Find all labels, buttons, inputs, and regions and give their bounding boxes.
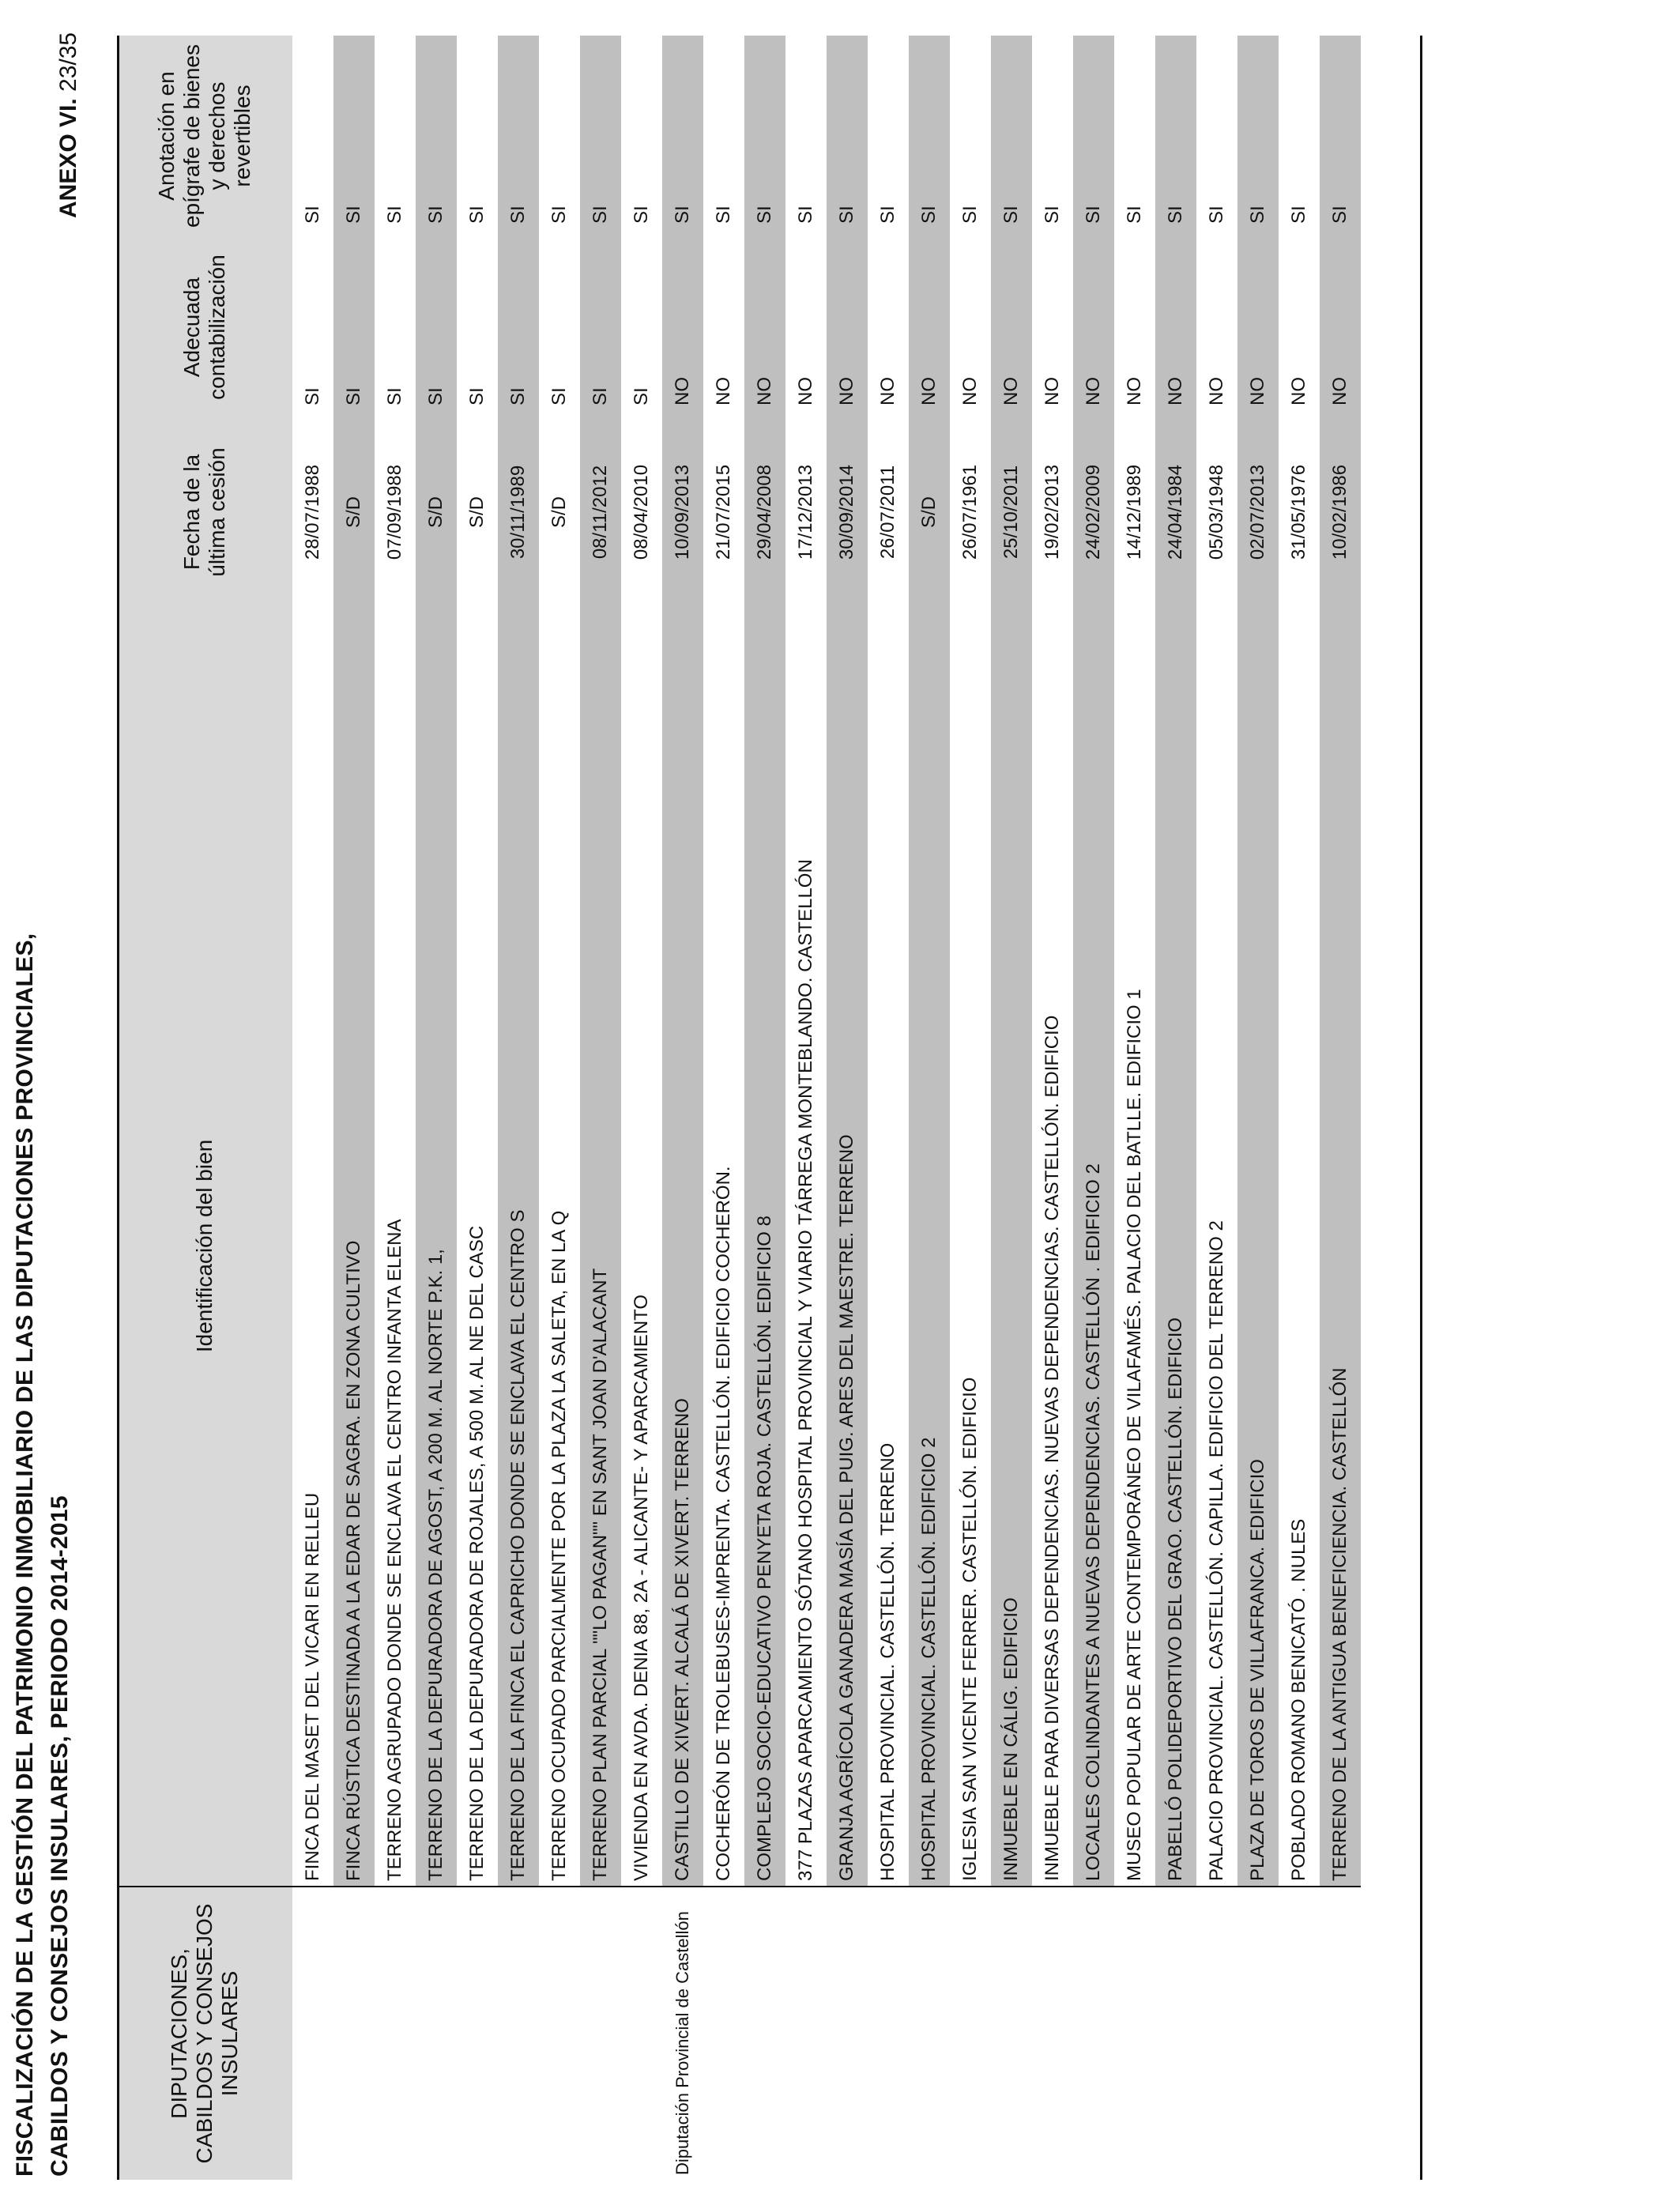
cell-entity xyxy=(827,1887,868,2180)
cell-description: POBLADO ROMANO BENICATÓ . NULES xyxy=(1288,1518,1309,1881)
cell-description: COMPLEJO SOCIO-EDUCATIVO PENYETA ROJA. CASTELLÓN. EDIFICIO 8 xyxy=(744,606,785,1887)
cell-adequate: NO xyxy=(1042,377,1063,405)
cell-description: CASTILLO DE XIVERT. ALCALÁ DE XIVERT. TERRENO xyxy=(662,606,703,1887)
cell-annotation: SI xyxy=(909,36,950,236)
table-row xyxy=(1279,36,1320,2180)
cell-annotation: SI xyxy=(744,36,785,236)
cell-annotation: SI xyxy=(580,36,621,236)
cell-date: 28/07/1988 xyxy=(302,464,323,560)
cell-entity xyxy=(744,1887,785,2180)
cell-adequate: NO xyxy=(1073,236,1114,418)
annex-name: ANEXO VI. xyxy=(55,98,81,218)
table-row xyxy=(744,36,785,2180)
cell-adequate: SI xyxy=(631,387,652,405)
cell-annotation: SI xyxy=(333,36,375,236)
cell-entity xyxy=(1114,1887,1155,2180)
cell-date: 02/07/2013 xyxy=(1237,418,1279,606)
cell-entity: Diputación Provincial de Castellón xyxy=(662,1887,703,2180)
cell-adequate: NO xyxy=(1288,377,1309,405)
title-line-2: CABILDOS Y CONSEJOS INSULARES, PERIODO 2014-2015 xyxy=(47,1495,73,2177)
cell-annotation: SI xyxy=(991,36,1032,236)
table-row xyxy=(827,36,868,2180)
cell-entity xyxy=(909,1887,950,2180)
cell-entity xyxy=(868,1887,909,2180)
cell-description: LOCALES COLINDANTES A NUEVAS DEPENDENCIAS. CASTELLÓN . EDIFICIO 2 xyxy=(1073,606,1114,1887)
title-line-1: FISCALIZACIÓN DE LA GESTIÓN DEL PATRIMONIO INMOBILIARIO DE LAS DIPUTACIONES PROVINCIALES, xyxy=(12,933,38,2177)
cell-adequate: SI xyxy=(548,387,570,405)
cell-adequate: SI xyxy=(466,387,488,405)
cell-adequate: SI xyxy=(333,236,375,418)
cell-date: 08/11/2012 xyxy=(580,418,621,606)
table-row xyxy=(785,36,827,2180)
cell-date: 25/10/2011 xyxy=(991,418,1032,606)
cell-annotation: SI xyxy=(959,205,981,224)
cell-description: FINCA DEL MASET DEL VICARI EN RELLEU xyxy=(302,1492,323,1881)
cell-annotation: SI xyxy=(1288,205,1309,224)
cell-adequate: NO xyxy=(827,236,868,418)
cell-adequate: NO xyxy=(744,236,785,418)
cell-annotation: SI xyxy=(631,205,652,224)
cell-description: COCHERÓN DE TROLEBUSES-IMPRENTA. CASTELLÓN. EDIFICIO COCHERÓN. xyxy=(713,1166,734,1881)
cell-description: VIVIENDA EN AVDA. DENIA 88, 2A - ALICANTE- Y APARCAMIENTO xyxy=(631,1294,652,1881)
cell-date: 05/03/1948 xyxy=(1206,464,1227,560)
annex-label xyxy=(55,32,82,218)
cell-adequate: NO xyxy=(877,377,898,405)
table-row xyxy=(539,36,580,2180)
cell-date: 26/07/1961 xyxy=(959,464,981,560)
cell-description: TERRENO DE LA DEPURADORA DE AGOST, A 200 M. AL NORTE P.K. 1, xyxy=(416,606,457,1887)
cell-annotation: SI xyxy=(713,205,734,224)
cell-date: S/D xyxy=(466,496,488,529)
cell-annotation: SI xyxy=(1042,205,1063,224)
cell-entity xyxy=(1196,1887,1237,2180)
cell-annotation: SI xyxy=(302,205,323,224)
cell-entity xyxy=(1155,1887,1196,2180)
cell-date: S/D xyxy=(909,418,950,606)
cell-entity xyxy=(950,1887,991,2180)
cell-date: 10/02/1986 xyxy=(1320,418,1361,606)
cell-entity xyxy=(1237,1887,1279,2180)
cell-adequate: SI xyxy=(498,236,539,418)
col-header-adequate: Adecuada contabilización xyxy=(117,236,292,418)
cell-annotation: SI xyxy=(1206,205,1227,224)
cell-date: 17/12/2013 xyxy=(795,464,816,560)
cell-annotation: SI xyxy=(795,205,816,224)
cell-annotation: SI xyxy=(662,36,703,236)
cell-entity xyxy=(1320,1887,1361,2180)
cell-annotation: SI xyxy=(416,36,457,236)
cell-description: TERRENO DE LA DEPURADORA DE ROJALES, A 500 M. AL NE DEL CASC xyxy=(466,1225,488,1881)
cell-annotation: SI xyxy=(1237,36,1279,236)
table-row xyxy=(991,36,1032,2180)
cell-annotation: SI xyxy=(1124,205,1145,224)
cell-adequate: NO xyxy=(713,377,734,405)
cell-description: TERRENO OCUPADO PARCIALMENTE POR LA PLAZA LA SALETA, EN LA Q xyxy=(548,1210,570,1881)
cell-annotation: SI xyxy=(498,36,539,236)
cell-date: 24/02/2009 xyxy=(1073,418,1114,606)
cell-entity xyxy=(580,1887,621,2180)
table-row xyxy=(416,36,457,2180)
cell-entity xyxy=(498,1887,539,2180)
cell-entity xyxy=(333,1887,375,2180)
cell-adequate: SI xyxy=(580,236,621,418)
table-row xyxy=(457,36,498,2180)
table-header xyxy=(117,36,292,2180)
table-bottom-rule xyxy=(1420,36,1422,2180)
cell-annotation: SI xyxy=(827,36,868,236)
table-row xyxy=(1237,36,1279,2180)
cell-entity xyxy=(1073,1887,1114,2180)
cell-date: S/D xyxy=(333,418,375,606)
cell-annotation: SI xyxy=(466,205,488,224)
cell-date: 24/04/1984 xyxy=(1155,418,1196,606)
cell-adequate: NO xyxy=(662,236,703,418)
table-row xyxy=(1114,36,1155,2180)
cell-entity xyxy=(375,1887,416,2180)
cell-annotation: SI xyxy=(1073,36,1114,236)
cell-entity xyxy=(785,1887,827,2180)
asset-table xyxy=(117,35,1361,2180)
cell-adequate: NO xyxy=(991,236,1032,418)
cell-annotation: SI xyxy=(384,205,405,224)
cell-date: 10/09/2013 xyxy=(662,418,703,606)
table-row xyxy=(1032,36,1073,2180)
cell-entity xyxy=(539,1887,580,2180)
cell-description: PALACIO PROVINCIAL. CASTELLÓN. CAPILLA. EDIFICIO DEL TERRENO 2 xyxy=(1206,1220,1227,1881)
cell-adequate: NO xyxy=(1237,236,1279,418)
cell-date: S/D xyxy=(548,496,570,529)
col-header-entity: DIPUTACIONES, CABILDOS Y CONSEJOS INSULARES xyxy=(117,1887,292,2180)
cell-entity xyxy=(416,1887,457,2180)
cell-date: 29/04/2008 xyxy=(744,418,785,606)
table-row xyxy=(1320,36,1361,2180)
table-body xyxy=(292,36,1361,2180)
cell-date: 26/07/2011 xyxy=(877,465,898,560)
table-row xyxy=(292,36,333,2180)
cell-entity xyxy=(457,1887,498,2180)
cell-description: HOSPITAL PROVINCIAL. CASTELLÓN. EDIFICIO 2 xyxy=(909,606,950,1887)
table-row xyxy=(950,36,991,2180)
cell-description: 377 PLAZAS APARCAMIENTO SÓTANO HOSPITAL PROVINCIAL Y VIARIO TÁRREGA MONTEBLANDO. CASTELLÓN xyxy=(795,859,816,1881)
table-row xyxy=(868,36,909,2180)
cell-description: PLAZA DE TOROS DE VILLAFRANCA. EDIFICIO xyxy=(1237,606,1279,1887)
cell-date: 31/05/1976 xyxy=(1288,464,1309,560)
cell-annotation: SI xyxy=(1320,36,1361,236)
report-title xyxy=(8,933,77,2177)
table-row xyxy=(703,36,744,2180)
table-row xyxy=(333,36,375,2180)
table-row xyxy=(1196,36,1237,2180)
cell-description: TERRENO DE LA FINCA EL CAPRICHO DONDE SE ENCLAVA EL CENTRO S xyxy=(498,606,539,1887)
cell-adequate: NO xyxy=(909,236,950,418)
table-row xyxy=(662,36,703,2180)
col-header-annotation: Anotación en epígrafe de bienes y derechos revertibles xyxy=(117,36,292,236)
cell-entity xyxy=(1279,1887,1320,2180)
cell-description: TERRENO DE LA ANTIGUA BENEFICIENCIA. CASTELLÓN xyxy=(1320,606,1361,1887)
cell-entity xyxy=(621,1887,662,2180)
cell-description: IGLESIA SAN VICENTE FERRER. CASTELLÓN. EDIFICIO xyxy=(959,1377,981,1881)
cell-description: MUSEO POPULAR DE ARTE CONTEMPORÁNEO DE VILAFAMÉS. PALACIO DEL BATLLE. EDIFICIO 1 xyxy=(1124,989,1145,1881)
cell-annotation: SI xyxy=(1155,36,1196,236)
cell-adequate: NO xyxy=(1206,377,1227,405)
table-row xyxy=(498,36,539,2180)
col-header-description: Identificación del bien xyxy=(117,606,292,1887)
cell-entity xyxy=(703,1887,744,2180)
cell-adequate: SI xyxy=(384,387,405,405)
col-header-date: Fecha de la última cesión xyxy=(117,418,292,606)
cell-description: PABELLÓ POLIDEPORTIVO DEL GRAO. CASTELLÓN. EDIFICIO xyxy=(1155,606,1196,1887)
cell-annotation: SI xyxy=(548,205,570,224)
cell-description: GRANJA AGRÍCOLA GANADERA MASÍA DEL PUIG. ARES DEL MAESTRE. TERRENO xyxy=(827,606,868,1887)
cell-adequate: SI xyxy=(416,236,457,418)
cell-description: FINCA RÚSTICA DESTINADA A LA EDAR DE SAGRA. EN ZONA CULTIVO xyxy=(333,606,375,1887)
table-row xyxy=(375,36,416,2180)
cell-entity xyxy=(292,1887,333,2180)
table-top-rule xyxy=(117,36,119,2180)
cell-date: 07/09/1988 xyxy=(384,464,405,560)
cell-description: INMUEBLE EN CÁLIG. EDIFICIO xyxy=(991,606,1032,1887)
table-row xyxy=(1155,36,1196,2180)
cell-adequate: NO xyxy=(959,377,981,405)
cell-adequate: NO xyxy=(795,377,816,405)
cell-description: INMUEBLE PARA DIVERSAS DEPENDENCIAS. NUEVAS DEPENDENCIAS. CASTELLÓN. EDIFICIO xyxy=(1042,1015,1063,1881)
table-row xyxy=(621,36,662,2180)
cell-date: 19/02/2013 xyxy=(1042,464,1063,560)
cell-date: 30/09/2014 xyxy=(827,418,868,606)
cell-date: 14/12/1989 xyxy=(1124,464,1145,560)
table-row xyxy=(1073,36,1114,2180)
annex-page: 23/35 xyxy=(55,32,81,92)
cell-description: HOSPITAL PROVINCIAL. CASTELLÓN. TERRENO xyxy=(877,1442,898,1881)
table-row xyxy=(909,36,950,2180)
cell-date: 21/07/2015 xyxy=(713,464,734,560)
cell-adequate: NO xyxy=(1320,236,1361,418)
cell-adequate: NO xyxy=(1155,236,1196,418)
cell-description: TERRENO PLAN PARCIAL ""LO PAGAN"" EN SANT JOAN D'ALACANT xyxy=(580,606,621,1887)
table-row xyxy=(580,36,621,2180)
cell-date: S/D xyxy=(416,418,457,606)
cell-date: 30/11/1989 xyxy=(498,418,539,606)
cell-date: 08/04/2010 xyxy=(631,464,652,560)
cell-entity xyxy=(991,1887,1032,2180)
cell-entity xyxy=(1032,1887,1073,2180)
cell-description: TERRENO AGRUPADO DONDE SE ENCLAVA EL CENTRO INFANTA ELENA xyxy=(384,1219,405,1881)
cell-adequate: SI xyxy=(302,387,323,405)
cell-adequate: NO xyxy=(1124,377,1145,405)
cell-annotation: SI xyxy=(877,205,898,224)
